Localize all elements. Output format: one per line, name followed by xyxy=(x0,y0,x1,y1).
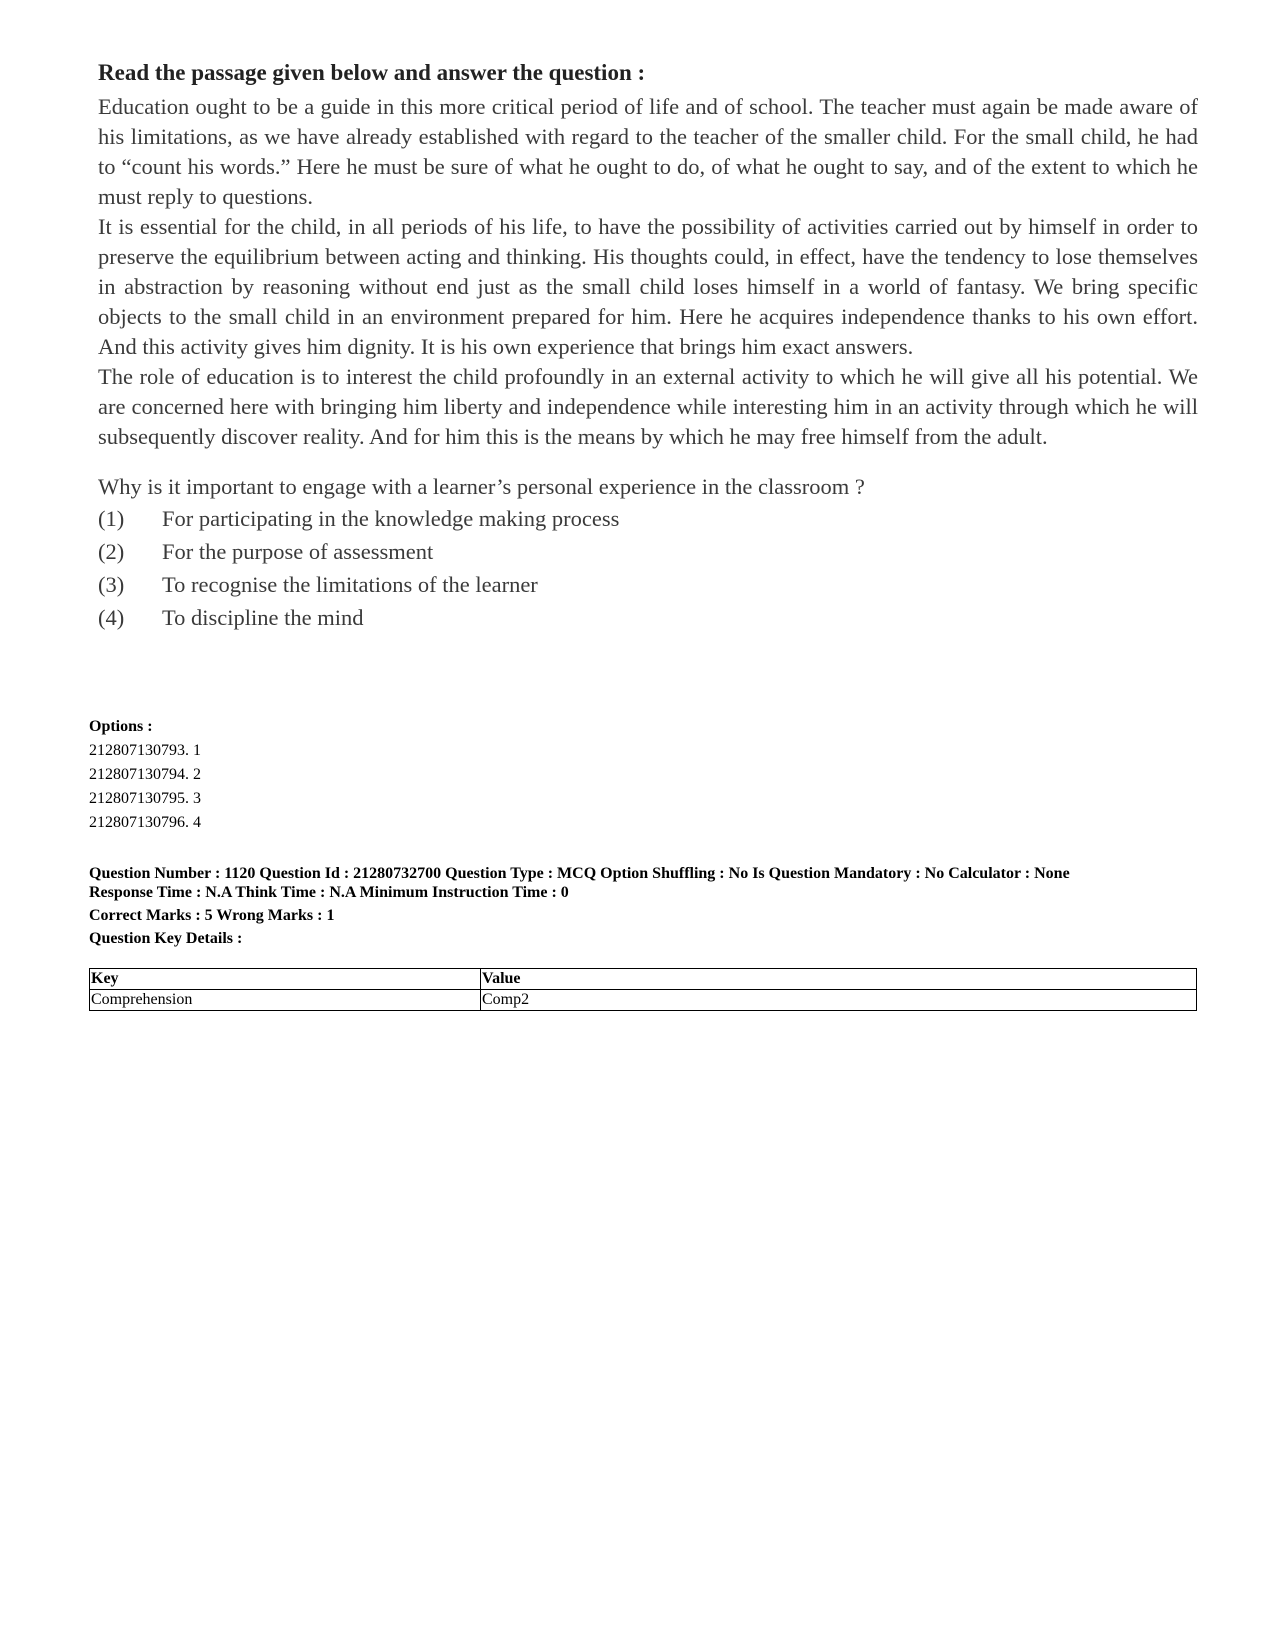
choice-text: For the purpose of assessment xyxy=(162,539,434,564)
option-item: 212807130793. 1 xyxy=(89,742,201,759)
choice-number: (2) xyxy=(98,539,125,564)
table-row xyxy=(90,990,1197,1011)
key-details-label: Question Key Details : xyxy=(89,930,243,947)
header-value: Value xyxy=(481,969,1197,990)
question-image xyxy=(98,58,1198,634)
question-text: Why is it important to engage with a learner’s personal experience in the classroom ? xyxy=(98,474,865,499)
choice-number: (3) xyxy=(98,572,125,597)
choice-number: (4) xyxy=(98,605,125,630)
option-item: 212807130796. 4 xyxy=(89,814,201,831)
option-item: 212807130795. 3 xyxy=(89,790,201,807)
options-label: Options : xyxy=(89,718,153,735)
choice-number: (1) xyxy=(98,506,125,531)
question-info xyxy=(89,864,1199,948)
choice-text: To discipline the mind xyxy=(162,605,364,630)
key-details-table xyxy=(89,968,1197,1011)
option-item: 212807130794. 2 xyxy=(89,766,201,783)
row-key: Comprehension xyxy=(90,990,481,1011)
passage-paragraph-3: The role of education is to interest the child profoundly in an external activity to which he will give all his potential. We are concerned here with bringing him liberty and independence while interesting him in an activity through which he will subsequently discover reality. And for him this is the means by which he may free himself from the adult. xyxy=(98,364,1198,449)
passage-paragraph-1: Education ought to be a guide in this more critical period of life and of school. The teacher must again be made aware of his limitations, as we have already established with regard to the teacher of the smaller child. For the small child, he had to “count his words.” Here he must be sure of what he ought to do, of what he ought to say, and of the extent to which he must reply to questions. xyxy=(98,94,1198,209)
choice-3 xyxy=(98,568,1198,601)
row-value: Comp2 xyxy=(481,990,1197,1011)
choice-4 xyxy=(98,601,1198,634)
header-key: Key xyxy=(90,969,481,990)
choice-text: For participating in the knowledge making process xyxy=(162,506,620,531)
options-block xyxy=(89,715,1199,835)
passage-paragraph-2: It is essential for the child, in all periods of his life, to have the possibility of activities carried out by himself in order to preserve the equilibrium between acting and thinking. His thoughts could, in effect, have the tendency to lose themselves in abstraction by reasoning without end just as the small child loses himself in a world of fantasy. We bring specific objects to the small child in an environment prepared for him. Here he acquires independence thanks to his own effort. And this activity gives him dignity. It is his own experience that brings him exact answers. xyxy=(98,214,1198,359)
choice-text: To recognise the limitations of the learner xyxy=(162,572,538,597)
choice-1 xyxy=(98,502,1198,535)
marks-line: Correct Marks : 5 Wrong Marks : 1 xyxy=(89,907,335,924)
choice-2 xyxy=(98,535,1198,568)
question-info-line-1: Question Number : 1120 Question Id : 21280732700 Question Type : MCQ Option Shuffling : No Is Question Mandatory : No Calculator : None xyxy=(89,865,1070,882)
table-header-row xyxy=(90,969,1197,990)
question-info-line-2: Response Time : N.A Think Time : N.A Minimum Instruction Time : 0 xyxy=(89,884,569,901)
passage-heading: Read the passage given below and answer the question : xyxy=(98,60,646,85)
